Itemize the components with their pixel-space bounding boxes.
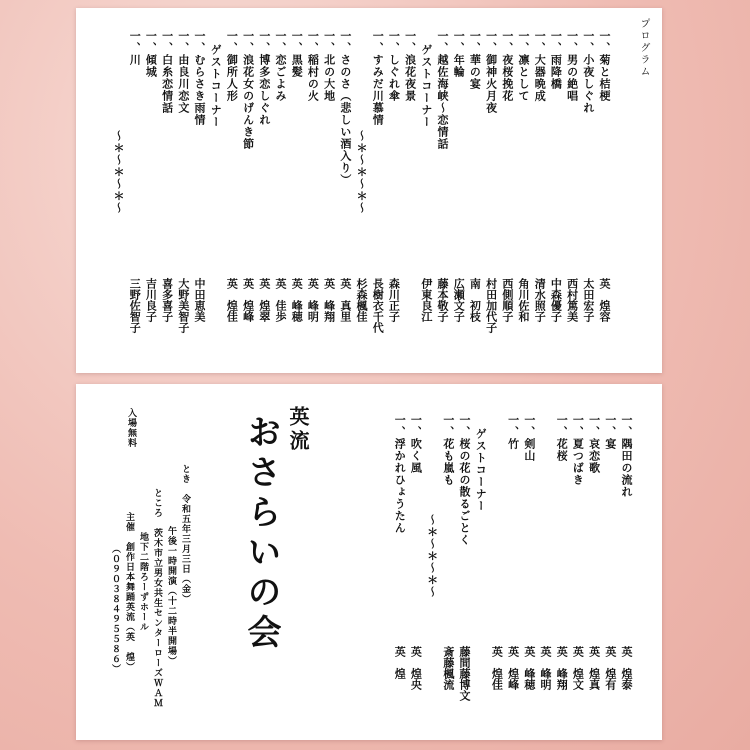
bottom-program-item: 一、宴 bbox=[603, 414, 617, 450]
top-program-item: 一、傾城 bbox=[144, 30, 158, 78]
top-program-item: 一、由良川恋文 bbox=[176, 30, 190, 114]
top-performer-name: 杉森楓佳 bbox=[355, 278, 368, 322]
top-performer-name: 英 煌峰 bbox=[241, 278, 255, 322]
top-program-item: 一、すみだ川慕情 bbox=[371, 30, 385, 126]
bottom-program-item: 一、浮かれひょうたん bbox=[393, 414, 407, 534]
top-performer-name: 英 峰明 bbox=[306, 278, 320, 322]
event-title: おさらいの会 bbox=[241, 414, 281, 654]
top-performer-name: 英 煌佳 bbox=[225, 278, 239, 322]
bottom-performer-name: 英 煌文 bbox=[571, 646, 585, 690]
top-program-item: 一、恋ごよみ bbox=[274, 30, 287, 102]
top-performer-name: 中森優子 bbox=[549, 278, 563, 322]
top-performer-name: 中田恵美 bbox=[193, 278, 206, 322]
detail-organizer: 主催 創作日本舞踊英流（英 煌） bbox=[124, 512, 134, 672]
top-program-item: 一、しぐれ傘 bbox=[387, 30, 401, 102]
bottom-program-item: 一、桜の花の散るごとく bbox=[458, 414, 471, 546]
top-program-item: 一、さのさ（悲しい酒入り） bbox=[338, 30, 352, 186]
top-program-item: 一、北の大地 bbox=[322, 30, 336, 102]
top-performer-name: 村田加代子 bbox=[484, 278, 498, 333]
program-heading: プログラム bbox=[638, 18, 649, 78]
top-performer-name: 三野佐智子 bbox=[128, 278, 142, 333]
top-performer-name: 広瀬文子 bbox=[452, 278, 466, 322]
top-performer-name: 角川佐和 bbox=[517, 278, 530, 322]
bottom-performer-name: 英 煌央 bbox=[409, 646, 423, 690]
bottom-program-item: 一、花も嵐も bbox=[441, 414, 455, 486]
bottom-program-item: ゲストコーナー bbox=[474, 428, 488, 512]
top-performer-name: 英 峰翔 bbox=[322, 278, 336, 322]
top-program-item: 一、凛として bbox=[517, 30, 530, 102]
top-performer-name: 南 初枝 bbox=[468, 278, 482, 322]
bottom-program-item: 一、剣山 bbox=[522, 414, 536, 462]
top-program-item: 一、華の宴 bbox=[468, 30, 482, 90]
top-program-item: 一、御所人形 bbox=[225, 30, 239, 102]
bottom-performer-name: 英 峰翔 bbox=[555, 646, 569, 690]
bottom-performer-name: 英 煌真 bbox=[587, 646, 601, 690]
bottom-program-item: 〜＊〜＊〜＊〜 bbox=[425, 514, 439, 598]
top-performer-name: 大野美智子 bbox=[176, 278, 190, 333]
bottom-program-item: 一、哀恋歌 bbox=[587, 414, 601, 474]
bottom-performer-name: 英 煌 bbox=[393, 646, 407, 679]
top-program-item: 一、白糸恋情話 bbox=[160, 30, 174, 114]
top-program-item: 一、夜桜挽花 bbox=[500, 30, 514, 102]
detail-time: 午後一時開演（十二時半開場） bbox=[166, 526, 176, 666]
top-performer-name: 英 煌翠 bbox=[257, 278, 271, 322]
top-program-item: 一、むらさき雨情 bbox=[193, 30, 206, 126]
detail-venue: ところ 茨木市立男女共生センターローズＷＡＭ bbox=[152, 488, 162, 708]
top-program-item: ゲストコーナー bbox=[419, 44, 433, 128]
program-page-bottom bbox=[76, 384, 662, 740]
top-performer-name: 英 佳歩 bbox=[274, 278, 287, 322]
top-performer-name: 藤本敬子 bbox=[436, 278, 449, 322]
program-page-top bbox=[76, 8, 662, 373]
top-performer-name: 吉川良子 bbox=[144, 278, 158, 322]
top-program-item: 〜＊〜＊〜＊〜 bbox=[355, 130, 368, 214]
top-program-item: 〜＊〜＊〜＊〜 bbox=[112, 130, 125, 214]
top-performer-name: 英 煌容 bbox=[598, 278, 611, 322]
bottom-performer-name: 英 煌佳 bbox=[490, 646, 504, 690]
top-program-item: 一、浪花夜景 bbox=[403, 30, 417, 102]
bottom-performer-name: 藤間藤博文 bbox=[458, 646, 471, 701]
top-program-item: 一、大器晩成 bbox=[533, 30, 547, 102]
detail-date: とき 令和五年三月三日（金） bbox=[180, 464, 190, 604]
top-performer-name: 西村篤美 bbox=[565, 278, 579, 322]
top-program-item: 一、川 bbox=[128, 30, 142, 66]
top-performer-name: 太田宏子 bbox=[581, 278, 595, 322]
top-performer-name: 清水照子 bbox=[533, 278, 547, 322]
bottom-performer-name: 英 峰明 bbox=[539, 646, 552, 690]
top-performer-name: 長樹衣千代 bbox=[371, 278, 385, 333]
bottom-performer-name: 斎藤楓流 bbox=[441, 646, 455, 690]
top-program-item: 一、越佐海峡〜恋情話 bbox=[436, 30, 449, 150]
top-program-item: 一、浪花女のげんき節 bbox=[241, 30, 255, 150]
bottom-performer-name: 英 煌有 bbox=[603, 646, 617, 690]
bottom-program-item: 一、夏つばき bbox=[571, 414, 585, 486]
bottom-performer-name: 英 煌峰 bbox=[506, 646, 520, 690]
top-performer-name: 森川正子 bbox=[387, 278, 401, 322]
top-performer-name: 西側順子 bbox=[500, 278, 514, 322]
top-program-item: 一、男の絶唱 bbox=[565, 30, 579, 102]
top-program-item: 一、菊と桔梗 bbox=[598, 30, 611, 102]
top-performer-name: 喜多喜子 bbox=[160, 278, 174, 322]
bottom-performer-name: 英 煌泰 bbox=[620, 646, 633, 690]
top-performer-name: 英 真里 bbox=[338, 278, 352, 322]
top-performer-name: 伊東良江 bbox=[419, 278, 433, 322]
top-program-item: 一、小夜しぐれ bbox=[581, 30, 595, 114]
bottom-performer-name: 英 峰穂 bbox=[522, 646, 536, 690]
top-program-item: 一、雨降橋 bbox=[549, 30, 563, 90]
bottom-program-item: 一、花桜 bbox=[555, 414, 569, 462]
top-program-item: 一、年輪 bbox=[452, 30, 466, 78]
detail-hall: 地下二階ろーずホール bbox=[138, 532, 148, 632]
top-program-item: 一、稲村の火 bbox=[306, 30, 320, 102]
top-program-item: 一、御神火月夜 bbox=[484, 30, 498, 114]
bottom-program-item: 一、竹 bbox=[506, 414, 520, 450]
top-program-item: 一、博多恋しぐれ bbox=[257, 30, 271, 126]
top-program-item: ゲストコーナー bbox=[209, 44, 223, 128]
detail-phone: （０９０３８４９５５８６） bbox=[110, 544, 120, 674]
top-program-item: 一、黒髪 bbox=[290, 30, 304, 78]
school-name: 英流 bbox=[286, 406, 310, 454]
top-performer-name: 英 峰穂 bbox=[290, 278, 304, 322]
bottom-program-item: 一、隅田の流れ bbox=[620, 414, 633, 498]
admission-free: 入場無料 bbox=[126, 408, 136, 448]
bottom-program-item: 一、吹く風 bbox=[409, 414, 423, 474]
